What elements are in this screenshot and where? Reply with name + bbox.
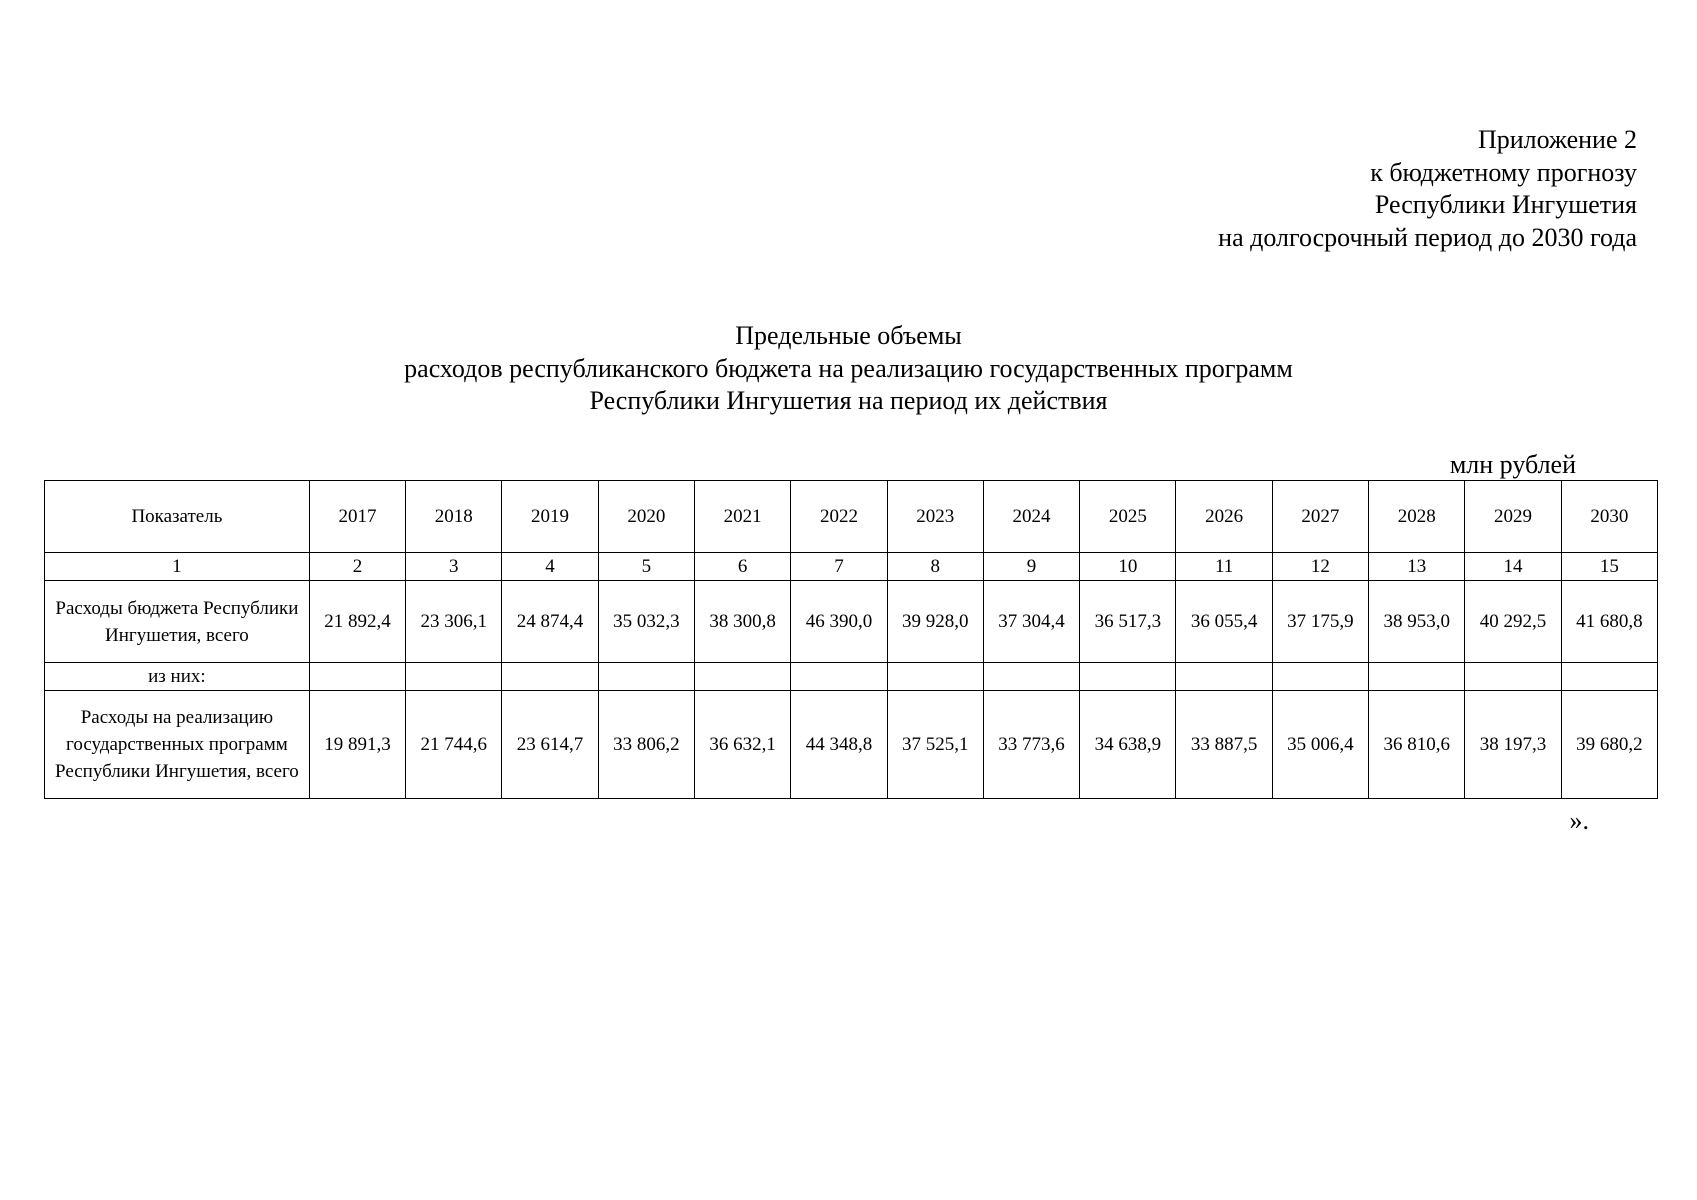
value-cell: 36 632,1 [695, 691, 791, 799]
column-number-cell: 10 [1080, 553, 1176, 581]
value-cell: 23 614,7 [502, 691, 598, 799]
value-cell: 33 773,6 [983, 691, 1079, 799]
value-cell: 46 390,0 [791, 581, 887, 663]
value-cell [1272, 663, 1368, 691]
column-number-cell: 13 [1369, 553, 1465, 581]
column-number-cell: 2 [309, 553, 405, 581]
header-cell: 2021 [695, 481, 791, 553]
header-cell: 2017 [309, 481, 405, 553]
value-cell: 21 892,4 [309, 581, 405, 663]
column-number-cell: 9 [983, 553, 1079, 581]
value-cell: 38 300,8 [695, 581, 791, 663]
value-cell [1080, 663, 1176, 691]
header-cell: 2025 [1080, 481, 1176, 553]
value-cell: 36 810,6 [1369, 691, 1465, 799]
value-cell: 37 525,1 [887, 691, 983, 799]
header-cell: 2022 [791, 481, 887, 553]
value-cell [598, 663, 694, 691]
units-label: млн рублей [1449, 450, 1576, 479]
header-cell: Показатель [45, 481, 310, 553]
title-line-2: расходов республиканского бюджета на реализацию государственных программ [404, 353, 1293, 383]
value-cell: 34 638,9 [1080, 691, 1176, 799]
appendix-line-2: к бюджетному прогнозу [1370, 157, 1637, 187]
value-cell: 41 680,8 [1561, 581, 1657, 663]
title-line-1: Предельные объемы [735, 321, 962, 350]
value-cell [1561, 663, 1657, 691]
column-number-cell: 4 [502, 553, 598, 581]
value-cell: 44 348,8 [791, 691, 887, 799]
value-cell [887, 663, 983, 691]
value-cell [1176, 663, 1272, 691]
header-cell: 2028 [1369, 481, 1465, 553]
appendix-line-1: Приложение 2 [1477, 125, 1637, 154]
row-label: Расходы на реализацию государственных программ Республики Ингушетия, всего [45, 691, 310, 799]
value-cell [406, 663, 502, 691]
value-cell: 38 953,0 [1369, 581, 1465, 663]
value-cell: 39 680,2 [1561, 691, 1657, 799]
value-cell: 39 928,0 [887, 581, 983, 663]
header-cell: 2020 [598, 481, 694, 553]
value-cell [791, 663, 887, 691]
header-cell: 2023 [887, 481, 983, 553]
value-cell: 33 887,5 [1176, 691, 1272, 799]
value-cell: 37 304,4 [983, 581, 1079, 663]
column-number-cell: 15 [1561, 553, 1657, 581]
column-number-cell: 1 [45, 553, 310, 581]
value-cell: 19 891,3 [309, 691, 405, 799]
header-cell: 2019 [502, 481, 598, 553]
column-number-cell: 3 [406, 553, 502, 581]
header-cell: 2026 [1176, 481, 1272, 553]
header-cell: 2030 [1561, 481, 1657, 553]
value-cell [1369, 663, 1465, 691]
appendix-line-4: на долгосрочный период до 2030 года [1218, 222, 1637, 252]
column-number-cell: 11 [1176, 553, 1272, 581]
value-cell: 38 197,3 [1465, 691, 1561, 799]
value-cell: 23 306,1 [406, 581, 502, 663]
row-label: из них: [45, 663, 310, 691]
value-cell [502, 663, 598, 691]
column-number-cell: 5 [598, 553, 694, 581]
document-title [0, 320, 1697, 418]
title-line-3: Республики Ингушетия на период их действия [589, 386, 1108, 415]
table-row-budget-total [45, 581, 1658, 663]
header-cell: 2018 [406, 481, 502, 553]
closing-quote: ». [1569, 806, 1589, 835]
table-row-state-programs [45, 691, 1658, 799]
value-cell: 24 874,4 [502, 581, 598, 663]
appendix-line-3: Республики Ингушетия [1374, 190, 1637, 219]
value-cell [1465, 663, 1561, 691]
column-number-cell: 8 [887, 553, 983, 581]
value-cell: 35 006,4 [1272, 691, 1368, 799]
value-cell: 36 055,4 [1176, 581, 1272, 663]
header-cell: 2024 [983, 481, 1079, 553]
header-cell: 2029 [1465, 481, 1561, 553]
header-cell: 2027 [1272, 481, 1368, 553]
value-cell: 33 806,2 [598, 691, 694, 799]
value-cell: 40 292,5 [1465, 581, 1561, 663]
column-number-cell: 6 [695, 553, 791, 581]
column-number-cell: 14 [1465, 553, 1561, 581]
value-cell: 37 175,9 [1272, 581, 1368, 663]
appendix-header [1218, 124, 1637, 254]
column-number-cell: 12 [1272, 553, 1368, 581]
column-number-cell: 7 [791, 553, 887, 581]
value-cell [983, 663, 1079, 691]
value-cell [309, 663, 405, 691]
value-cell: 21 744,6 [406, 691, 502, 799]
header-row [45, 481, 1658, 553]
value-cell: 35 032,3 [598, 581, 694, 663]
value-cell [695, 663, 791, 691]
column-number-row [45, 553, 1658, 581]
table-row-of-which [45, 663, 1658, 691]
row-label: Расходы бюджета Республики Ингушетия, всего [45, 581, 310, 663]
budget-table [44, 480, 1658, 799]
value-cell: 36 517,3 [1080, 581, 1176, 663]
